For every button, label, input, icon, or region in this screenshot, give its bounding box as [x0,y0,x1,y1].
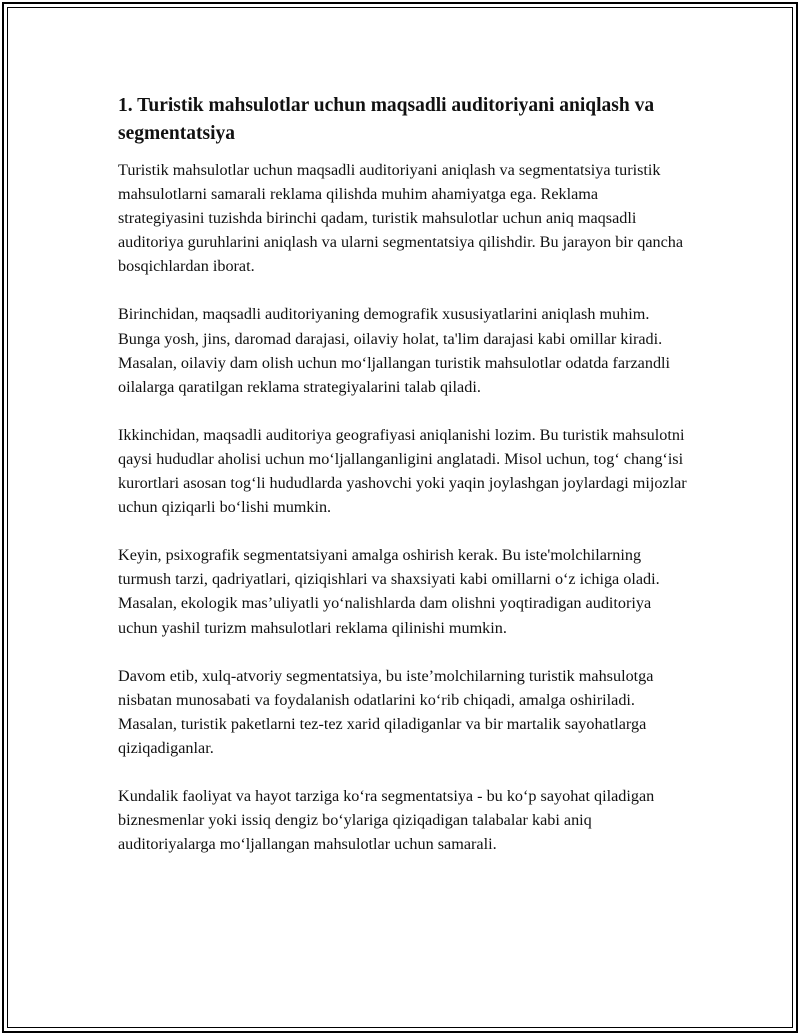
paragraph-psychographic: Keyin, psixografik segmentatsiyani amalga oshirish kerak. Bu iste'molchilarning turmush tarzi, qadriyatlari, qiziqishlari va shaxsiyati kabi omillarni o‘z ichiga oladi. Masalan, ekologik mas’uliyatli yo‘nalishlarda dam olishni yoqtiradigan auditoriya uchun yashil turizm mahsulotlari reklama qilinishi mumkin. [118,546,660,637]
paragraph-behavioral: Davom etib, xulq-atvoriy segmentatsiya, bu iste’molchilarning turistik mahsulotga nisbatan munosabati va foydalanish odatlarini ko‘rib chiqadi, amalga oshiriladi. Masalan, turistik paketlarni tez-tez xarid qiladiganlar va bir martalik sayohatlarga qiziqadiganlar. [118,666,654,757]
paragraph-lifestyle: Kundalik faoliyat va hayot tarziga ko‘ra segmentatsiya - bu ko‘p sayohat qiladigan biznesmenlar yoki issiq dengiz bo‘ylariga qiziqadigan talabalar kabi aniq auditoriyalarga mo‘ljallangan mahsulotlar uchun samarali. [118,786,655,854]
section-heading: 1. Turistik mahsulotlar uchun maqsadli auditoriyani aniqlash va segmentatsiya [118,95,655,144]
paragraph-geographic: Ikkinchidan, maqsadli auditoriya geografiyasi aniqlanishi lozim. Bu turistik mahsulotni qaysi hududlar aholisi uchun mo‘ljallanganligini anglatadi. Misol uchun, tog‘ chang‘isi kurortlari asosan tog‘li hududlarda yashovchi yoki yaqin joylashgan joylardagi mijozlar uchun qiziqarli bo‘lishi mumkin. [118,425,687,517]
paragraph-demographic: Birinchidan, maqsadli auditoriyaning demografik xususiyatlarini aniqlash muhim. Bunga yosh, jins, daromad darajasi, oilaviy holat, ta'lim darajasi kabi omillar kiradi. Masalan, oilaviy dam olish uchun mo‘ljallangan turistik mahsulotlar odatda farzandli oilalarga qaratilgan reklama strategiyalarini talab qiladi. [118,305,671,396]
document-body [118,92,688,880]
paragraph-intro: Turistik mahsulotlar uchun maqsadli auditoriyani aniqlash va segmentatsiya turistik mahsulotlarni samarali reklama qilishda muhim ahamiyatga ega. Reklama strategiyasini tuzishda birinchi qadam, turistik mahsulotlar uchun aniq maqsadli auditoriya guruhlarini aniqlash va ularni segmentatsiya qilishdir. Bu jarayon bir qancha bosqichlardan iborat. [118,161,684,276]
